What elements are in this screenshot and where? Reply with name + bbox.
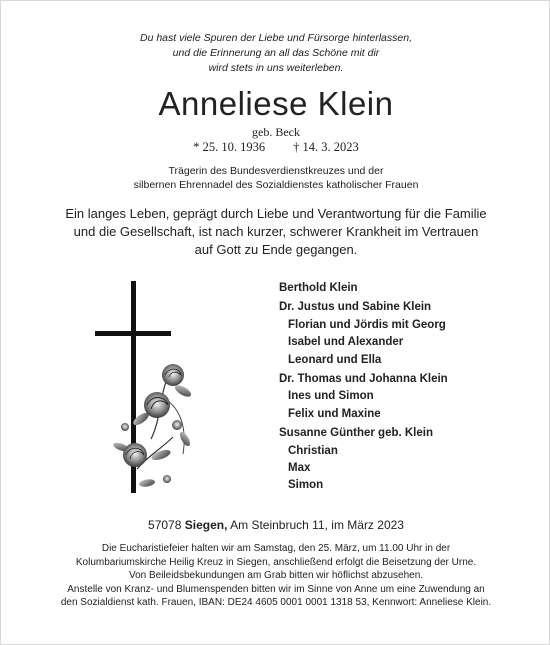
birth-name: geb. Beck (252, 125, 300, 139)
birth-date: * 25. 10. 1936 (193, 140, 266, 154)
honors-line: silbernen Ehrennadel des Sozialdienstes katholischer Frauen (133, 179, 419, 191)
notes-line: Von Beileidsbekundungen am Grab bitten wir höflichst abzusehen. (128, 570, 424, 581)
life-line: und die Gesellschaft, ist nach kurzer, schwerer Krankheit im Vertrauen (73, 224, 479, 239)
mourner-group (279, 299, 529, 369)
life-line: Ein langes Leben, geprägt durch Liebe und Verantwortung für die Familie (65, 206, 487, 221)
mourner-name: Leonard und Ella (288, 353, 382, 366)
notes-line: Die Eucharistiefeier halten wir am Samstag, den 25. März, um 11.00 Uhr in der (101, 543, 451, 554)
notes-line: Kolumbariumskirche Heilig Kreuz in Siegen, anschließend erfolgt die Beisetzung der Urne. (75, 556, 477, 568)
mourner-name: Dr. Justus und Sabine Klein (279, 301, 432, 314)
life-statement (1, 205, 550, 259)
mourner-name: Ines und Simon (288, 390, 374, 403)
mourner-name: Dr. Thomas und Johanna Klein (279, 373, 448, 386)
mourner-name: Simon (288, 479, 324, 492)
motto-line: wird stets in uns weiterleben. (208, 62, 344, 74)
motto-line: Du hast viele Spuren der Liebe und Fürsorge hinterlassen, (140, 32, 412, 44)
address-rest: Am Steinbruch 11, im März 2023 (230, 518, 404, 532)
mourner-name: Felix und Maxine (288, 407, 381, 420)
mourners-list (279, 280, 529, 497)
mourner-group (279, 280, 529, 297)
mourner-name: Florian und Jördis mit Georg (288, 318, 446, 331)
notes-line: den Sozialdienst kath. Frauen, IBAN: DE24 4605 0001 0001 1318 53, Kennwort: Anneliese Klein. (60, 597, 492, 608)
address-city: Siegen, (184, 518, 228, 532)
motto (1, 31, 550, 76)
motto-line: und die Erinnerung an all das Schöne mit dir (172, 47, 380, 59)
life-line: auf Gott zu Ende gegangen. (194, 242, 358, 257)
death-date: † 14. 3. 2023 (293, 140, 359, 154)
deceased-name: Anneliese Klein (158, 85, 394, 122)
mourner-name: Isabel und Alexander (288, 336, 404, 349)
honors-line: Trägerin des Bundesverdienstkreuzes und der (168, 165, 384, 177)
honors (1, 164, 550, 192)
mourner-name: Susanne Günther geb. Klein (279, 427, 433, 440)
mourner-name: Christian (288, 444, 338, 457)
notes-line: Anstelle von Kranz- und Blumenspenden bitten wir im Sinne von Anne um eine Zuwendung an (67, 583, 485, 595)
mourner-name: Berthold Klein (279, 282, 358, 294)
mourner-name: Max (288, 462, 311, 475)
life-dates (1, 140, 550, 155)
cross-with-roses-icon (91, 279, 211, 499)
address-line (1, 518, 550, 532)
funeral-notes (1, 542, 550, 610)
mourner-group (279, 371, 529, 423)
mourner-group (279, 425, 529, 495)
address-postcode: 57078 (148, 518, 182, 532)
